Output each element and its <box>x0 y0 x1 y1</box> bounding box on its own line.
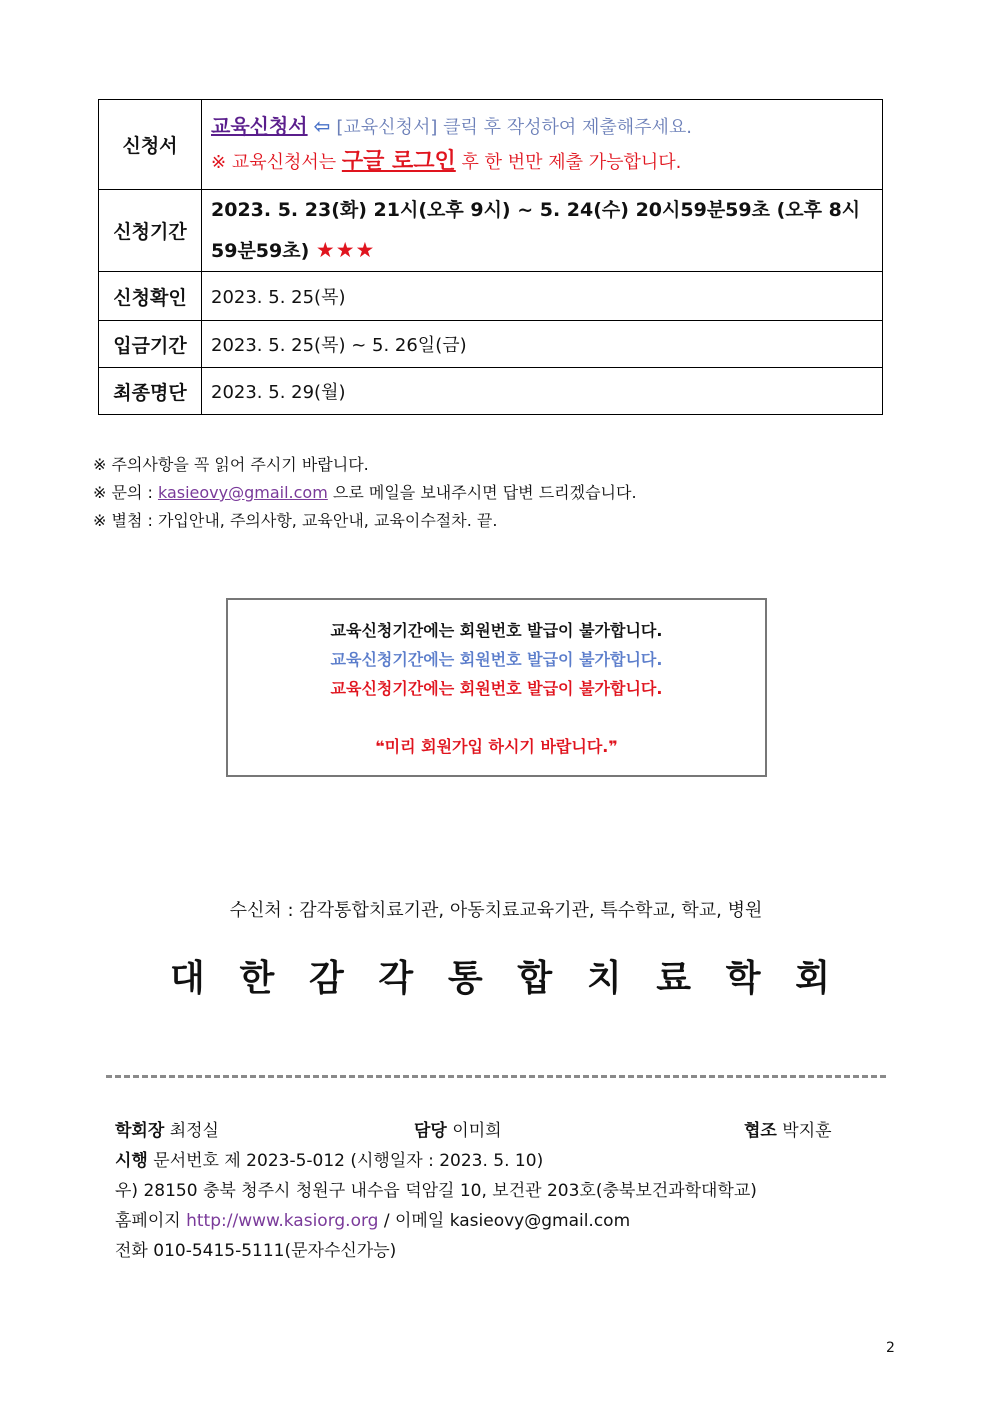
page-number: 2 <box>886 1340 895 1356</box>
table-row <box>99 368 883 415</box>
schedule-table <box>98 99 883 415</box>
form-instruction: [교육신청서] 클릭 후 작성하여 제출해주세요. <box>336 117 693 138</box>
org-char: 각 <box>378 957 414 999</box>
row-label-payment-period: 입금기간 <box>99 321 202 368</box>
login-note-prefix: ※ 교육신청서는 <box>211 152 342 173</box>
notice-line-blue: 교육신청기간에는 회원번호 발급이 불가합니다. <box>330 650 663 669</box>
row-label-application-form: 신청서 <box>99 100 202 190</box>
note-read-cautions: ※ 주의사항을 꼭 읽어 주시기 바랍니다. <box>93 455 369 474</box>
footer-enforcement <box>115 1146 543 1171</box>
org-char: 감 <box>308 957 344 999</box>
dashed-divider <box>106 1075 886 1078</box>
application-period-line2: 59분59초) <box>211 240 310 262</box>
footer-manager <box>414 1116 502 1141</box>
org-char: 통 <box>447 957 483 999</box>
footer-cooperation <box>744 1116 832 1141</box>
table-row <box>99 272 883 321</box>
final-list-date: 2023. 5. 29(월) <box>202 368 883 415</box>
president-label: 학회장 <box>115 1121 165 1141</box>
note-attachments: ※ 별첨 : 가입안내, 주의사항, 교육안내, 교육이수절차. 끝. <box>93 511 498 530</box>
homepage-link[interactable]: http://www.kasiorg.org <box>186 1211 379 1231</box>
confirmation-date: 2023. 5. 25(목) <box>202 272 883 321</box>
footer-email[interactable]: kasieovy@gmail.com <box>449 1211 631 1231</box>
table-row <box>99 100 883 190</box>
coop-label: 협조 <box>744 1121 777 1141</box>
org-char: 한 <box>239 957 275 999</box>
footer-phone: 전화 010-5415-5111(문자수신가능) <box>115 1241 397 1261</box>
application-period-cell <box>202 190 883 272</box>
org-char: 합 <box>517 957 553 999</box>
enforcement-label: 시행 <box>115 1151 148 1171</box>
notice-box <box>226 598 767 777</box>
google-login-emphasis: 구글 로그인 <box>341 149 456 174</box>
org-char: 대 <box>170 957 205 999</box>
inquiry-prefix: ※ 문의 : <box>93 483 158 502</box>
manager-label: 담당 <box>414 1121 447 1141</box>
notice-line-red: 교육신청기간에는 회원번호 발급이 불가합니다. <box>330 679 663 698</box>
notice-signup-request: ❝미리 회원가입 하시기 바랍니다.❞ <box>375 737 618 756</box>
org-char: 회 <box>795 957 830 999</box>
table-row <box>99 321 883 368</box>
org-char: 학 <box>725 957 761 999</box>
coop-name: 박지훈 <box>782 1121 832 1141</box>
org-char: 료 <box>656 957 692 999</box>
payment-period: 2023. 5. 25(목) ~ 5. 26일(금) <box>202 321 883 368</box>
notice-line-black: 교육신청기간에는 회원번호 발급이 불가합니다. <box>330 621 663 640</box>
organization-name <box>170 950 830 1001</box>
row-label-application-period: 신청기간 <box>99 190 202 272</box>
left-arrow-icon: ⇦ <box>313 114 331 138</box>
footer-address: 우) 28150 충북 청주시 청원구 내수읍 덕암길 10, 보건관 203호(충북보건과학대학교) <box>115 1181 757 1201</box>
application-form-cell <box>202 100 883 190</box>
table-row <box>99 190 883 272</box>
login-note-suffix: 후 한 번만 제출 가능합니다. <box>455 152 682 173</box>
application-form-link[interactable]: 교육신청서 <box>211 114 308 138</box>
recipients: 수신처 : 감각통합치료기관, 아동치료교육기관, 특수학교, 학교, 병원 <box>229 900 763 921</box>
star-icons: ★★★ <box>315 238 376 262</box>
row-label-final-list: 최종명단 <box>99 368 202 415</box>
footer-president <box>115 1116 219 1141</box>
inquiry-suffix: 으로 메일을 보내주시면 답변 드리겠습니다. <box>327 483 637 502</box>
president-name: 최정실 <box>169 1121 219 1141</box>
document-number: 문서번호 제 2023-5-012 (시행일자 : 2023. 5. 10) <box>153 1151 544 1171</box>
note-inquiry <box>93 482 637 504</box>
application-period-line1: 2023. 5. 23(화) 21시(오후 9시) ~ 5. 24(수) 20시59분59초 (오후 8시 <box>211 199 861 221</box>
email-separator: / 이메일 <box>378 1211 450 1231</box>
inquiry-email-link[interactable]: kasieovy@gmail.com <box>157 483 328 502</box>
org-char: 치 <box>586 957 622 999</box>
homepage-label: 홈페이지 <box>115 1211 181 1231</box>
manager-name: 이미희 <box>452 1121 502 1141</box>
footer-contacts <box>115 1206 630 1231</box>
row-label-confirmation: 신청확인 <box>99 272 202 321</box>
